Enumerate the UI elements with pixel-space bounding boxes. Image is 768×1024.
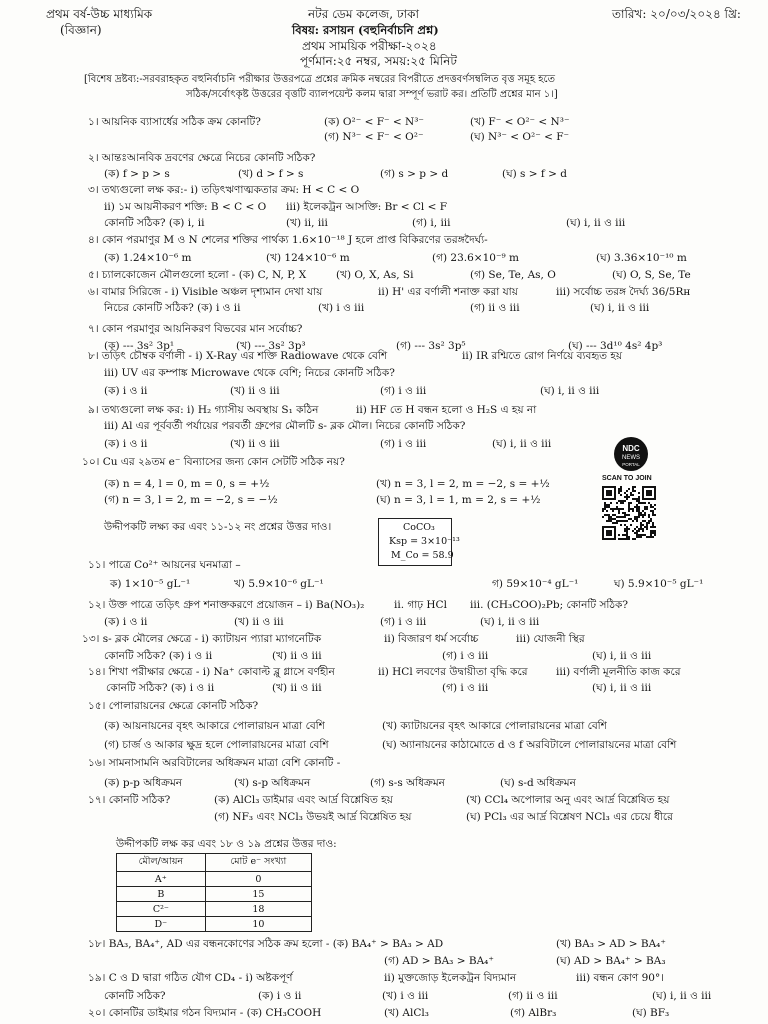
q1-option-d: (ঘ) N³⁻ < O²⁻ < F⁻ [470,131,570,143]
stimulus-1-box [378,518,460,566]
table-cell: B [117,887,206,902]
q7-option-b: (খ) --- 3s² 3p³ [236,340,306,352]
q14-option-b: (খ) ii ও iii [272,682,322,694]
q9-statement-iii: iii) Al এর পূর্ববর্তী পর্যায়ের পরবর্তী গ্রুপের মৌলটি s- ব্লক মৌল। নিচের কোনটি সঠিক? [104,420,466,432]
q19-option-b: (খ) i ও iii [382,990,429,1002]
q13-stem: ১৩। s- ব্লক মৌলের ক্ষেত্রে - i) ক্যাটায়ন প্যারা ম্যাগনেটিক [82,633,322,645]
q5-stem: ৫। চ্যালকোজেন মৌলগুলো হলো - (ক) C, N, P, X [88,269,307,281]
exam-date: তারিখ: ২০/০৩/২০২৪ খ্রি: [612,7,741,21]
q13-option-b: (খ) ii ও iii [272,650,322,662]
q3-option-d: (ঘ) i, ii ও iii [566,217,626,229]
marks-time: পূর্ণমান:২৫ নম্বর, সময়:২৫ মিনিট [300,54,457,68]
q8-option-b: (খ) ii ও iii [230,385,280,397]
q1-option-b: (খ) F⁻ < O²⁻ < N³⁻ [470,116,570,128]
q17-option-c: (গ) NF₃ এবং NCl₃ উভয়ই আর্দ্র বিশ্লেষিত হয় [214,811,412,823]
q4-option-b: (খ) 124×10⁻⁶ m [266,252,350,264]
q11-option-b: খ) 5.9×10⁻⁶ gL⁻¹ [234,578,324,590]
q1-option-a: (ক) O²⁻ < F⁻ < N³⁻ [324,116,424,128]
scan-to-join-label: SCAN TO JOIN [602,475,652,482]
table-cell: D⁻ [117,917,206,932]
ndc-news-badge [613,436,649,472]
q13-statement-iii: iii) যোজনী স্থির [516,633,585,645]
table-header-cell: মোট e⁻ সংখ্যা [205,854,311,872]
q14-statement-ii: ii) HCl লবণের উদ্বায়ীতা বৃদ্ধি করে [378,666,528,678]
q13-statement-ii: ii) বিজারণ ধর্ম সর্বোচ্চ [384,633,479,645]
stimulus-2-table [116,853,312,932]
q2-option-d: (ঘ) s > f > d [502,168,567,180]
q18-option-c: (গ) AD > BA₃ > BA₄⁺ [384,955,494,967]
q10-option-b: (খ) n = 3, l = 2, m = −2, s = +½ [376,478,550,490]
badge-text-3: PORTAL [622,462,640,467]
q10-option-c: (গ) n = 3, l = 2, m = −2, s = −½ [104,494,278,506]
college-name: নটর ডেম কলেজ, ঢাকা [308,7,419,21]
q15-option-b: (খ) ক্যাটায়নের বৃহৎ আকারে পোলারায়নের মাত্রা বেশি [382,720,607,732]
q9-option-d: (ঘ) i, ii ও iii [492,438,552,450]
q6-statement-iii: iii) সর্বোচ্চ তরঙ্গ দৈর্ঘ্য 36/5Rн [556,286,691,298]
q8-statement-iii: iii) UV এর কম্পাঙ্ক Microwave থেকে বেশি; নিচের কোনটি সঠিক? [104,367,395,379]
q6-stem: ৬। বামার সিরিজে - i) Visible অঞ্চল দৃশ্যমান দেখা যায় [88,286,323,298]
q4-stem: ৪। কোন পরমাণুর M ও N শেলের শক্তির পার্থক্য 1.6×10⁻¹⁸ J হলে প্রাপ্ত বিকিরণের তরঙ্গদৈর্ঘ্য- [88,234,488,246]
q6-option-b: (খ) i ও iii [318,302,365,314]
q17-stem: ১৭। কোনটি সঠিক? [88,794,171,806]
table-cell: A⁺ [117,872,206,887]
q3-option-b: (খ) ii, iii [286,217,328,229]
instruction-line-1: [বিশেষ দ্রষ্টব্য:-সরবরাহকৃত বহুনির্বাচনি পরীক্ষার উত্তরপত্রে প্রশ্নের ক্রমিক নম্বরের বিপরীতে প্রদত্তবর্ণসম্বলিত বৃত্ত সমূহ হতে [84,74,556,85]
q20-option-c: (গ) AlBr₃ [510,1007,557,1019]
q9-option-c: (গ) i ও iii [380,438,427,450]
q2-option-b: (খ) d > f > s [238,168,304,180]
q9-stem: ৯। তথ্যগুলো লক্ষ কর: i) H₂ গ্যাসীয় অবস্থায় S₁ কঠিন [88,404,319,416]
q7-option-a: (ক) --- 3s² 3p¹ [104,340,175,352]
q9-option-a: (ক) i ও ii [104,438,148,450]
q17-option-d: (ঘ) PCl₃ এর আর্দ্র বিশ্লেষণ NCl₃ এর চেয়ে ধীরে [466,811,673,823]
q18-option-d: (ঘ) AD > BA₄⁺ > BA₃ [556,955,666,967]
table-cell: 15 [205,887,311,902]
table-cell: C²⁻ [117,902,206,917]
q12-option-b: (খ) ii ও iii [234,616,284,628]
q19-statement-iii: iii) বন্ধন কোণ 90°। [576,972,664,984]
q1-stem: ১। আয়নিক ব্যাসার্ধের সঠিক ক্রম কোনটি? [88,116,261,128]
q7-option-d: (ঘ) --- 3d¹⁰ 4s² 4p³ [568,340,663,352]
q19-stem: ১৯। C ও D দ্বারা গঠিত যৌগ CD₄ - i) অষ্টকপূর্ণ [88,972,293,984]
stimulus-2-intro: উদ্দীপকটি লক্ষ কর এবং ১৮ ও ১৯ প্রশ্নের উত্তর দাও: [116,838,337,850]
q14-option-a: কোনটি সঠিক? (ক) i ও ii [106,682,215,694]
q2-option-a: (ক) f > p > s [104,168,170,180]
q8-stem: ৮। তড়িৎ চৌম্বক বর্ণালী - i) X-Ray এর শক্তি Radiowave থেকে বেশি [88,350,388,362]
q19-option-c: (গ) ii ও iii [508,990,558,1002]
q16-option-b: (খ) s-p অধিক্রমন [234,777,311,789]
q13-option-d: (ঘ) i, ii ও iii [592,650,652,662]
q7-option-c: (গ) --- 3s² 3p⁵ [396,340,466,352]
group-label: (বিজ্ঞান) [60,23,102,37]
q8-statement-ii: ii) IR রশ্মিতে রোগ নির্ণয়ে ব্যবহৃত হয় [462,350,623,362]
q4-option-d: (ঘ) 3.36×10⁻¹⁰ m [596,252,687,264]
q8-option-c: (গ) i ও iii [380,385,427,397]
q11-stem: ১১। পাত্রে Co²⁺ আয়নের ঘনমাত্রা – [88,559,241,571]
q14-statement-iii: iii) বর্ণালী মূলনীতি কাজ করে [556,666,681,678]
q6-statement-ii: ii) H' এর বর্ণালী শনাক্ত করা যায় [378,286,518,298]
table-row [117,902,312,917]
q6-option-a: নিচের কোনটি সঠিক? (ক) i ও ii [104,302,241,314]
q20-option-d: (ঘ) BF₃ [632,1007,670,1019]
qr-code-icon[interactable] [602,486,656,540]
q18-stem: ১৮। BA₃, BA₄⁺, AD এর বন্ধনকোণের সঠিক ক্রম হলো - (ক) BA₄⁺ > BA₃ > AD [88,938,444,950]
q8-option-d: (ঘ) i, ii ও iii [540,385,600,397]
q16-option-c: (গ) s-s অধিক্রমন [370,777,445,789]
stimulus-1-intro: উদ্দীপকটি লক্ষ্য কর এবং ১১-১২ নং প্রশ্নের উত্তর দাও। [104,521,332,533]
table-header-row [117,854,312,872]
q17-option-b: (খ) CCl₄ অপোলার অনু এবং আর্দ্র বিশ্লেষিত হয় [466,794,670,806]
badge-text-2: NEWS [622,455,640,461]
q12-statement-iii: iii. (CH₃COO)₂Pb; কোনটি সঠিক? [470,599,628,611]
q16-option-d: (ঘ) s-d অধিক্রমন [500,777,576,789]
table-row [117,887,312,902]
table-row [117,872,312,887]
q3-stem: ৩। তথ্যগুলো লক্ষ কর:- i) তড়িৎঋণাত্মকতার ক্রম: H < C < O [88,184,360,196]
q4-option-c: (গ) 23.6×10⁻⁹ m [432,252,519,264]
q14-stem: ১৪। শিখা পরীক্ষার ক্ষেত্রে - i) Na⁺ কোবাল্ট ব্লু গ্লাসে বর্ণহীন [88,666,335,678]
table-row [117,917,312,932]
q13-option-a: কোনটি সঠিক? (ক) i ও ii [104,650,213,662]
q14-option-c: (গ) i ও iii [442,682,489,694]
q9-option-b: (খ) ii ও iii [230,438,280,450]
q19-statement-ii: ii) মুক্তজোড় ইলেকট্রন বিদ্যমান [384,972,517,984]
q11-option-d: ঘ) 5.9×10⁻⁵ gL⁻¹ [614,578,704,590]
q12-statement-ii: ii. গাঢ় HCl [394,599,447,611]
q15-option-c: (গ) চার্জ ও আকার ক্ষুদ্র হলে পোলারায়নের মাত্রা বেশি [104,739,329,751]
q10-stem: ১০। Cu এর ২৯তম e⁻ বিন্যাসের জন্য কোন সেটটি সঠিক নয়? [82,456,345,468]
stimulus-1-mass: M_Co = 58.9 [391,550,454,561]
q2-option-c: (গ) s > p > d [380,168,449,180]
q7-stem: ৭। কোন পরমাণুর আয়নিকরণ বিভবের মান সর্বোচ্চ? [88,323,303,335]
q3-option-a: কোনটি সঠিক? (ক) i, ii [104,217,205,229]
q2-stem: ২। আন্তঃআনবিক দ্রবণের ক্ষেত্রে নিচের কোনটি সঠিক? [88,152,316,164]
q20-stem: ২০। কোনটির ডাইমার গঠন বিদ্যমান - (ক) CH₃COOH [88,1007,322,1019]
q19-option-d: (ঘ) i, ii ও iii [652,990,712,1002]
q8-option-a: (ক) i ও ii [104,385,148,397]
q19-option-a: (ক) i ও ii [258,990,302,1002]
subject-title: বিষয়: রসায়ন (বহুনির্বাচনি প্রশ্ন) [292,23,439,37]
q13-option-c: (গ) i ও iii [442,650,489,662]
q11-option-c: গ) 59×10⁻⁴ gL⁻¹ [492,578,579,590]
q6-option-c: (গ) ii ও iii [470,302,520,314]
table-cell: 0 [205,872,311,887]
instruction-line-2: সঠিক/সর্বোৎকৃষ্ট উত্তরের বৃত্তটি ব্যালপয়েন্ট কলম দ্বারা সম্পূর্ণ ভরাট কর। প্রতিটি প্রশ্নের মান ১।] [186,89,558,100]
q11-option-a: ক) 1×10⁻⁵ gL⁻¹ [110,578,191,590]
stimulus-1-compound: CoCO₃ [403,522,435,533]
q10-option-a: (ক) n = 4, l = 0, m = 0, s = +½ [104,478,270,490]
q16-option-a: (ক) p-p অধিক্রমন [104,777,183,789]
table-header-cell: মৌল/আয়ন [117,854,206,872]
q3-option-c: (গ) i, iii [412,217,451,229]
q5-option-c: (গ) Se, Te, As, O [470,269,556,281]
table-cell: 10 [205,917,311,932]
stimulus-1-ksp: Ksp = 3×10⁻¹³ [389,536,460,547]
q1-option-c: (গ) N³⁻ < F⁻ < O²⁻ [324,131,424,143]
q12-option-a: (ক) i ও ii [104,616,148,628]
q3-statement-ii: ii) ১ম আয়নীকরণ শক্তি: B < C < O [104,201,267,213]
class-line: প্রথম বর্ষ-উচ্চ মাধ্যমিক [46,7,153,21]
q5-option-d: (ঘ) O, S, Se, Te [612,269,691,281]
q3-statement-iii: iii) ইলেকট্রন আসক্তি: Br < Cl < F [286,201,448,213]
q6-option-d: (ঘ) i, ii ও iii [590,302,650,314]
q12-stem: ১২। উক্ত পাত্রে তড়িৎ গ্রুপ শনাক্তকরণে প্রয়োজন – i) Ba(NO₃)₂ [88,599,365,611]
q15-option-d: (ঘ) অ্যানায়নের কাঠামোতে d ও f অরবিটালে পোলারায়নের মাত্রা বেশি [382,739,677,751]
q9-statement-ii: ii) HF তে H বন্ধন হলো ও H₂S এ হয় না [356,404,537,416]
q15-option-a: (ক) আয়নায়নের বৃহৎ আকারে পোলারায়ন মাত্রা বেশি [104,720,325,732]
table-cell: 18 [205,902,311,917]
q18-option-b: (খ) BA₃ > AD > BA₄⁺ [556,938,666,950]
q4-option-a: (ক) 1.24×10⁻⁶ m [104,252,192,264]
q12-option-c: (গ) i ও iii [380,616,427,628]
q14-option-d: (ঘ) i, ii ও iii [592,682,652,694]
q20-option-b: (খ) AlCl₃ [384,1007,429,1019]
q10-option-d: (ঘ) n = 3, l = 1, m = 2, s = +½ [376,494,541,506]
q17-option-a: (ক) AlCl₃ ডাইমার এবং আর্দ্র বিশ্লেষিত হয় [214,794,393,806]
q12-option-d: (ঘ) i, ii ও iii [480,616,540,628]
exam-name: প্রথম সাময়িক পরীক্ষা-২০২৪ [302,39,437,53]
q5-option-b: (খ) O, X, As, Si [336,269,414,281]
q15-stem: ১৫। পোলারায়নের ক্ষেত্রে কোনটি সঠিক? [88,700,259,712]
q19-prompt: কোনটি সঠিক? [104,990,166,1002]
q16-stem: ১৬। সামনাসামনি অরবিটালের অধিক্রমন মাত্রা বেশি কোনটি - [88,757,341,769]
badge-text-1: NDC [622,444,640,453]
